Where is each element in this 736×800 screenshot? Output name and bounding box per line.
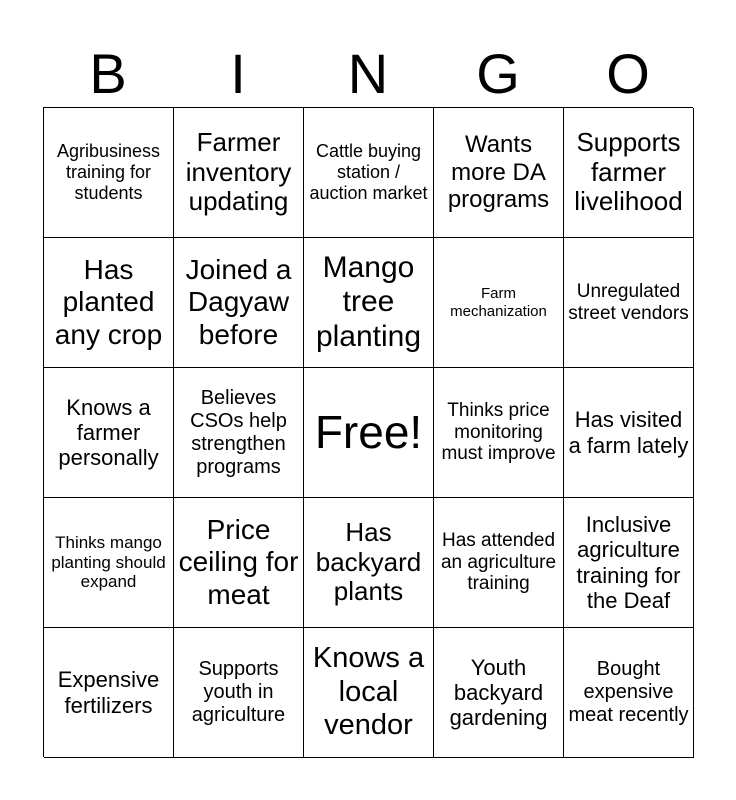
bingo-cell-g3[interactable]: Thinks price monitoring must improve <box>434 368 564 498</box>
bingo-cell-b5[interactable]: Expensive fertilizers <box>44 628 174 758</box>
bingo-cell-b1[interactable]: Agribusiness training for students <box>44 108 174 238</box>
bingo-cell-g1[interactable]: Wants more DA programs <box>434 108 564 238</box>
bingo-cell-g4[interactable]: Has attended an agriculture training <box>434 498 564 628</box>
bingo-cell-o4[interactable]: Inclusive agriculture training for the Deaf <box>564 498 694 628</box>
bingo-cell-i2[interactable]: Joined a Dagyaw before <box>174 238 304 368</box>
free-space[interactable]: Free! <box>304 368 434 498</box>
bingo-cell-g5[interactable]: Youth backyard gardening <box>434 628 564 758</box>
bingo-cell-n4[interactable]: Has backyard plants <box>304 498 434 628</box>
bingo-cell-n5[interactable]: Knows a local vendor <box>304 628 434 758</box>
bingo-cell-b4[interactable]: Thinks mango planting should expand <box>44 498 174 628</box>
bingo-cell-b2[interactable]: Has planted any crop <box>44 238 174 368</box>
bingo-cell-b3[interactable]: Knows a farmer personally <box>44 368 174 498</box>
bingo-header <box>43 40 693 108</box>
bingo-cell-n1[interactable]: Cattle buying station / auction market <box>304 108 434 238</box>
bingo-cell-o3[interactable]: Has visited a farm lately <box>564 368 694 498</box>
bingo-cell-i1[interactable]: Farmer inventory updating <box>174 108 304 238</box>
header-letter-g: G <box>476 42 520 105</box>
bingo-cell-i3[interactable]: Believes CSOs help strengthen programs <box>174 368 304 498</box>
bingo-cell-o1[interactable]: Supports farmer livelihood <box>564 108 694 238</box>
header-letter-n: N <box>347 42 389 105</box>
bingo-cell-i5[interactable]: Supports youth in agriculture <box>174 628 304 758</box>
header-letter-o: O <box>606 42 650 105</box>
bingo-card-grid <box>43 107 693 757</box>
header-letter-i: I <box>230 42 246 105</box>
bingo-cell-n2[interactable]: Mango tree planting <box>304 238 434 368</box>
bingo-cell-o5[interactable]: Bought expensive meat recently <box>564 628 694 758</box>
bingo-cell-i4[interactable]: Price ceiling for meat <box>174 498 304 628</box>
header-letter-b: B <box>89 42 127 105</box>
bingo-cell-o2[interactable]: Unregulated street vendors <box>564 238 694 368</box>
bingo-cell-g2[interactable]: Farm mechanization <box>434 238 564 368</box>
